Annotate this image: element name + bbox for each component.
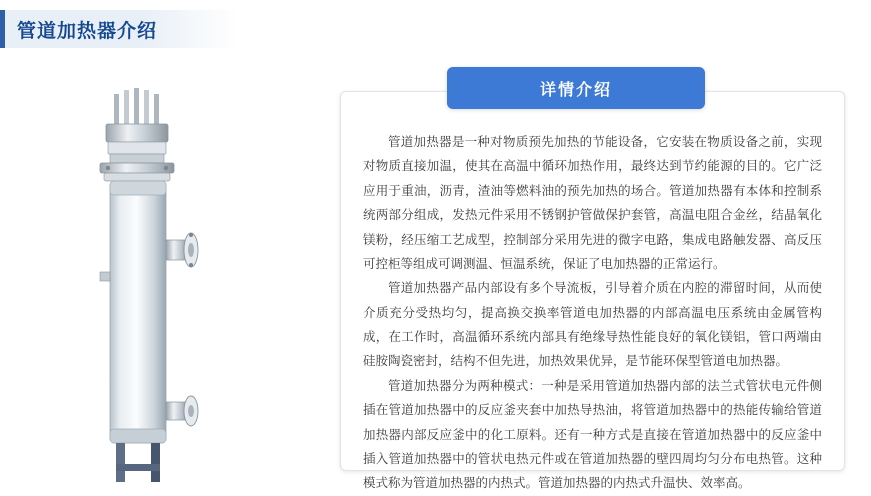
product-image-pane bbox=[0, 56, 330, 491]
heater-upper-side-flange bbox=[166, 233, 198, 267]
page-title-bar bbox=[0, 10, 238, 48]
detail-paragraph: 管道加热器是一种对物质预先加热的节能设备，它安装在物质设备之前，实现对物质直接加温，使其在高温中循环加热作用，最终达到节约能源的目的。它广泛应用于重油，沥青，渣油等燃料油的预先加热的场合。管道加热器有本体和控制系统两部分组成，发热元件采用不锈钢护管做保护套管，高温电阻合金丝，结晶氧化镁粉，经压缩工艺成型，控制部分采用先进的微字电路，集成电路触发器、高反压可控柜等组成可调测温、恒温系统，保证了电加热器的正常运行。 bbox=[363, 135, 822, 271]
heater-left-nozzle bbox=[100, 272, 110, 281]
heater-leg-brace bbox=[116, 464, 160, 471]
heater-terminal-head bbox=[106, 124, 168, 163]
detail-paragraph: 管道加热器产品内部设有多个导流板，引导着介质在内腔的滞留时间，从而使介质充分受热均匀，提高换交换率管道电加热器的内部高温电压系统由金属管构成，在工作时，高温循环系统内部具有绝缘导热性能良好的氧化镁铝，管口两端由硅胺陶瓷密封，结构不但先进，加热效果优异，是节能环保型管道电加热器。 bbox=[363, 281, 822, 369]
page-title: 管道加热器介绍 bbox=[17, 20, 158, 42]
description-pane bbox=[330, 56, 871, 491]
heater-top-flange bbox=[100, 163, 174, 181]
heater-support-legs bbox=[94, 443, 187, 482]
detail-body bbox=[363, 130, 822, 496]
heater-lower-side-flange bbox=[166, 396, 198, 426]
heater-vessel-body bbox=[110, 181, 166, 443]
heater-top-rods bbox=[114, 88, 159, 128]
pipeline-heater-image bbox=[20, 72, 310, 482]
detail-card bbox=[340, 91, 845, 491]
detail-heading: 详情介绍 bbox=[447, 67, 705, 109]
page-content bbox=[0, 56, 871, 491]
title-accent-bar bbox=[0, 10, 5, 48]
detail-paragraph: 管道加热器分为两种模式：一种是采用管道加热器内部的法兰式管状电元件侧插在管道加热器中的反应釜夹套中加热导热油，将管道加热器中的热能传输给管道加热器内部反应釜中的化工原料。还有一种方式是直接在管道加热器中的反应釜中插入管道加热器中的管状电热元件或在管道加热器的壁四周均匀分布电热管。这种模式称为管道加热器的内热式。管道加热器的内热式升温快、效率高。 bbox=[363, 378, 822, 491]
